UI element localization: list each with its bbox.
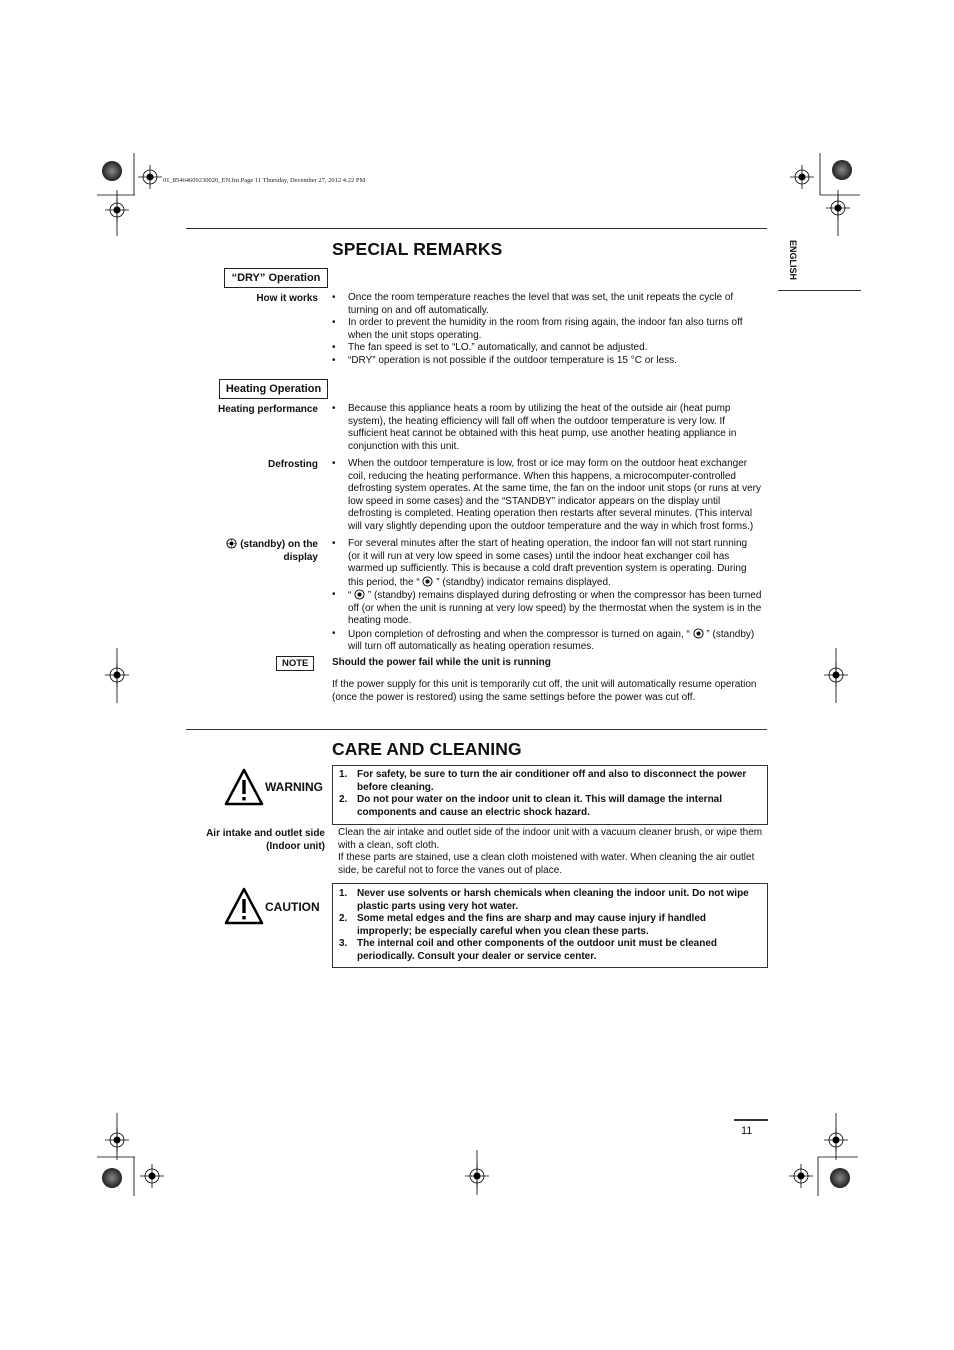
standby-text: ” (standby) indicator remains displayed. — [433, 576, 611, 588]
warning-item-text: For safety, be sure to turn the air conditioner off and also to disconnect the power before cleaning. — [357, 769, 747, 793]
caution-box — [332, 883, 768, 968]
item-number: 1. — [339, 769, 348, 780]
list-item: • “DRY” operation is not possible if the outdoor temperature is 15 °C or less. — [332, 355, 762, 368]
middle-rule — [186, 729, 767, 730]
caution-label: CAUTION — [265, 900, 320, 914]
section-title-special-remarks: SPECIAL REMARKS — [332, 239, 503, 259]
standby-text: Upon completion of defrosting and when the compressor is turned on again, “ — [348, 628, 693, 640]
air-intake-text-2: If these parts are stained, use a clean cloth moistened with water. When cleaning the air outlet side, be careful not to force the vanes out of place. — [338, 852, 755, 876]
list-item: • The fan speed is set to “LO.” automatically, and cannot be adjusted. — [332, 342, 762, 355]
list-item: • Once the room temperature reaches the level that was set, the unit repeats the cycle of turning on and off automatically. — [332, 292, 762, 317]
item-number: 2. — [339, 913, 348, 924]
list-item — [339, 888, 759, 913]
top-rule — [186, 228, 767, 229]
caution-triangle-icon — [224, 887, 264, 925]
item-number: 1. — [339, 888, 348, 899]
standby-text: ” (standby) remains displayed during defrosting or when the compressor has been turned off (or when the unit is running at very low speed) by the thermostat when the system is in the heating mode. — [348, 590, 762, 626]
standby-bullets — [332, 538, 762, 654]
dry-operation-label: “DRY” Operation — [224, 268, 328, 288]
list-item — [332, 589, 762, 628]
defrosting-label: Defrosting — [268, 459, 318, 470]
standby-text: ” (standby) will turn off automatically as heating operation resumes. — [348, 628, 755, 652]
note-heading: Should the power fail while the unit is running — [332, 657, 551, 668]
standby-icon — [422, 576, 433, 587]
caution-item-text: Some metal edges and the fins are sharp and may cause injury if handled improperly; be especially careful when you clean these parts. — [357, 913, 706, 937]
list-item — [332, 538, 762, 589]
section-title-care-cleaning: CARE AND CLEANING — [332, 739, 522, 759]
heating-operation-label: Heating Operation — [219, 379, 328, 399]
item-number: 2. — [339, 794, 348, 805]
caution-item-text: The internal coil and other components of the outdoor unit must be cleaned periodically. Consult your dealer or service center. — [357, 938, 718, 962]
standby-icon — [354, 589, 365, 600]
page-number-rule — [734, 1119, 768, 1121]
list-item: • Because this appliance heats a room by utilizing the heat of the outside air (heat pump system), the heating efficiency will fall off when the outdoor temperature is very low. If sufficient heat cannot be obtained with this heat pump, use another heating appliance in conjunction with this unit. — [332, 403, 762, 453]
language-tab — [778, 228, 861, 290]
language-tab-rule — [778, 290, 861, 291]
standby-text: For several minutes after the start of heating operation, the indoor fan will not start running (or it will run at very low speed in some cases) until the indoor heat exchanger coil has warmed up sufficiently. This is because a cold draft prevention system is operating. During this period, the “ — [348, 538, 748, 588]
air-intake-label-line1: Air intake and outlet side — [206, 828, 325, 839]
air-intake-text-1: Clean the air intake and outlet side of the indoor unit with a vacuum cleaner brush, or wipe them with a clean, soft cloth. — [338, 827, 763, 851]
defrosting-bullets — [332, 458, 762, 533]
standby-label-line2: display — [283, 552, 318, 563]
list-item: • When the outdoor temperature is low, frost or ice may form on the outdoor heat exchanger coil, reducing the heating performance. When this happens, a microcomputer-controlled defrosting system operates. At the same time, the fan on the indoor unit stops (or runs at very low speed in some cases) and the “STANDBY” indicator appears on the display until defrosting is completed. Heating operation then restarts after several minutes. (This interval will vary slightly depending upon the outdoor temperature and the way in which frost forms.) — [332, 458, 762, 533]
heating-performance-bullets — [332, 403, 762, 453]
warning-box — [332, 765, 768, 825]
warning-list — [339, 769, 759, 819]
standby-icon — [226, 538, 237, 549]
list-item: • In order to prevent the humidity in the room from rising again, the indoor fan also turns off when the unit stops operating. — [332, 317, 762, 342]
language-label: ENGLISH — [788, 240, 798, 281]
warning-label: WARNING — [265, 780, 323, 794]
air-intake-label-line2: (Indoor unit) — [266, 841, 325, 852]
caution-item-text: Never use solvents or harsh chemicals when cleaning the indoor unit. Do not wipe plastic parts using very hot water. — [357, 888, 749, 912]
list-item — [339, 794, 759, 819]
item-number: 3. — [339, 938, 348, 949]
note-text: If the power supply for this unit is temporarily cut off, the unit will automatically resume operation (once the power is restored) using the same settings before the power was cut off. — [332, 679, 757, 703]
file-info: 01_85464609230020_EN.fm Page 11 Thursday, December 27, 2012 4:22 PM — [163, 177, 366, 184]
list-item — [339, 938, 759, 963]
standby-label-line1: (standby) on the — [240, 539, 318, 550]
list-item — [332, 628, 762, 654]
warning-item-text: Do not pour water on the indoor unit to clean it. This will damage the internal components and cause an electric shock hazard. — [357, 794, 723, 818]
standby-label — [186, 538, 318, 564]
page-number: 11 — [741, 1125, 753, 1137]
caution-list — [339, 888, 759, 963]
note-label: NOTE — [276, 656, 314, 671]
list-item — [339, 769, 759, 794]
heating-performance-label: Heating performance — [217, 404, 318, 415]
list-item — [339, 913, 759, 938]
air-intake-text — [338, 827, 763, 877]
air-intake-label — [186, 827, 325, 853]
warning-triangle-icon — [224, 768, 264, 806]
standby-text: “ — [348, 590, 355, 601]
how-it-works-label: How it works — [256, 293, 318, 304]
standby-icon — [693, 628, 704, 639]
dry-bullets — [332, 292, 762, 367]
